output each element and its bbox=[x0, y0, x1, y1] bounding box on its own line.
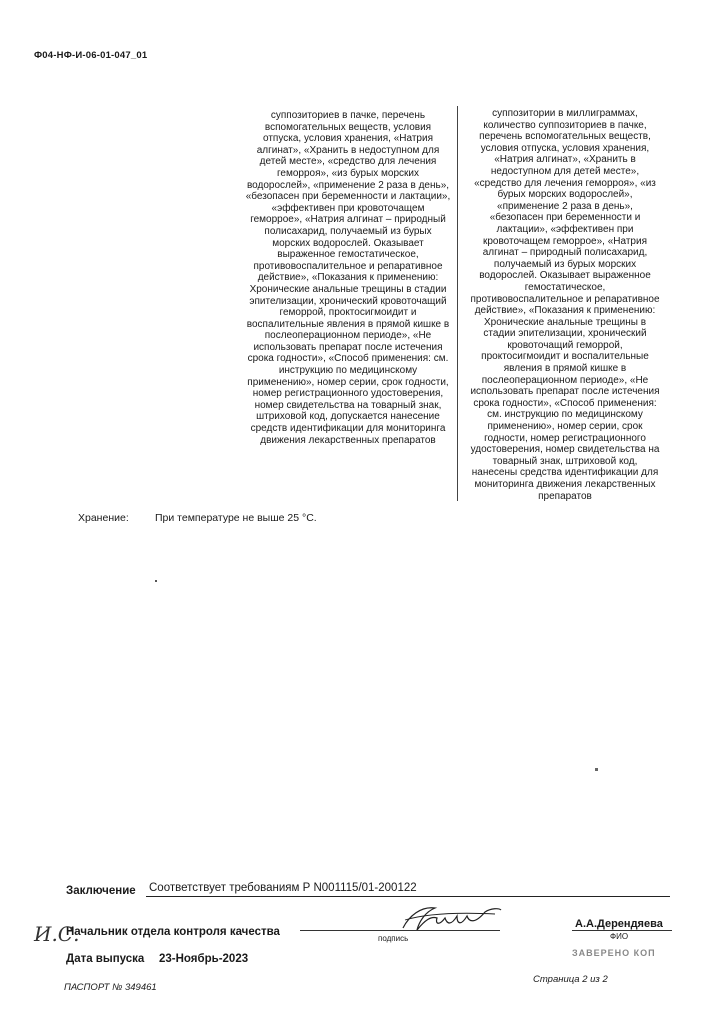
faint-stamp: ЗАВЕРЕНО КОП bbox=[572, 948, 656, 958]
conclusion-value: Соответствует требованиям Р N001115/01-200122 bbox=[149, 882, 417, 894]
text-line: эпителизации, хронический кровоточащий bbox=[249, 295, 447, 307]
text-line: количество суппозиториев в пачке, bbox=[483, 119, 647, 131]
scan-speck bbox=[595, 768, 598, 771]
fio-label: ФИО bbox=[610, 932, 629, 941]
text-line: «Натрия алгинат», «Хранить в bbox=[494, 154, 636, 166]
text-line: бурых морских водорослей», bbox=[497, 189, 633, 201]
text-line: «безопасен при беременности и bbox=[489, 212, 641, 224]
text-line: полисахарид, получаемый из бурых bbox=[264, 225, 432, 237]
text-line: средств идентификации для мониторинга bbox=[250, 423, 446, 435]
text-line: годности, номер регистрационного bbox=[484, 432, 646, 444]
signer-title: Начальник отдела контроля качества bbox=[66, 926, 280, 938]
text-line: применению», номер серии, срок годности, bbox=[247, 376, 449, 388]
text-line: получаемый из бурых морских bbox=[493, 258, 637, 270]
text-line: использовать препарат после истечения bbox=[470, 386, 660, 398]
text-line: «средство для лечения геморроя», «из bbox=[474, 177, 656, 189]
text-line: Хронические анальные трещины в стадии bbox=[249, 283, 447, 295]
conclusion-label: Заключение bbox=[66, 885, 136, 897]
storage-label: Хранение: bbox=[78, 512, 129, 524]
text-line: вспомогательных веществ, условия bbox=[264, 121, 432, 133]
text-line: номер регистрационного удостоверения, bbox=[252, 388, 444, 400]
text-line: перечень вспомогательных веществ, bbox=[479, 131, 651, 143]
text-line: отпуска, условия хранения, «Натрия bbox=[263, 133, 433, 145]
text-line: действие», «Показания к применению: bbox=[257, 272, 439, 284]
text-line: препаратов bbox=[538, 490, 592, 502]
text-line: водорослей. Оказывает выраженное bbox=[479, 270, 651, 282]
text-line: алгинат – природный полисахарид, bbox=[482, 247, 648, 259]
text-line: применению», номер серии, срок bbox=[487, 421, 643, 433]
text-line: номер свидетельства на товарный знак, bbox=[254, 399, 442, 411]
signature-image bbox=[395, 898, 505, 938]
text-line: суппозитории в миллиграммах, bbox=[492, 108, 638, 119]
conclusion-underline bbox=[146, 896, 670, 897]
text-line: воспалительные явления в прямой кишке в bbox=[246, 318, 450, 330]
handwritten-initials: И.С. bbox=[34, 922, 80, 946]
text-line: стадии эпителизации, хронический bbox=[483, 328, 647, 340]
text-line: геморрой, проктосигмоидит и bbox=[279, 307, 417, 319]
text-line: противовоспалительное и репаративное bbox=[253, 260, 443, 272]
right-column-text bbox=[458, 108, 672, 502]
text-line: кровоточащий геморрой, bbox=[507, 339, 623, 351]
text-line: гемостатическое, bbox=[524, 281, 606, 293]
text-line: «применение 2 раза в день», bbox=[497, 200, 633, 212]
left-column-text bbox=[232, 110, 464, 446]
text-line: удостоверения, номер свидетельства на bbox=[470, 444, 660, 456]
release-date-value: 23-Ноябрь-2023 bbox=[159, 953, 249, 965]
name-underline bbox=[572, 930, 672, 931]
text-line: условия отпуска, условия хранения, bbox=[480, 142, 650, 154]
text-line: явления в прямой кишке в bbox=[503, 363, 627, 375]
text-line: геморрое», «Натрия алгинат – природный bbox=[250, 214, 446, 226]
text-line: нанесены средства идентификации для bbox=[471, 467, 659, 479]
text-line: проктосигмоидит и воспалительные bbox=[481, 351, 649, 363]
document-code: Ф04-НФ-И-06-01-047_01 bbox=[34, 50, 148, 61]
passport-number: ПАСПОРТ № 349461 bbox=[64, 982, 157, 993]
text-line: действие», «Показания к применению: bbox=[474, 305, 656, 317]
signature-label: подпись bbox=[378, 934, 409, 943]
scan-speck bbox=[155, 580, 157, 582]
text-line: срока годности», «Способ применения: bbox=[473, 397, 657, 409]
text-line: «безопасен при беременности и лактации», bbox=[245, 191, 451, 203]
text-line: лактации», «эффективен при bbox=[496, 223, 634, 235]
text-line: движения лекарственных препаратов bbox=[260, 434, 436, 446]
text-line: мониторинга движения лекарственных bbox=[474, 479, 656, 490]
text-line: Хронические анальные трещины в bbox=[483, 316, 647, 328]
release-date-label: Дата выпуска bbox=[66, 953, 145, 965]
signature-line bbox=[300, 930, 500, 931]
page-number: Страница 2 из 2 bbox=[533, 974, 608, 985]
text-line: штриховой код, допускается нанесение bbox=[256, 411, 440, 423]
text-line: «эффективен при кровоточащем bbox=[271, 202, 425, 214]
text-line: товарный знак, штриховой код, bbox=[492, 455, 638, 467]
storage-value: При температуре не выше 25 °С. bbox=[155, 512, 317, 524]
text-line: алгинат», «Хранить в недоступном для bbox=[256, 144, 440, 156]
text-line: см. инструкцию по медицинскому bbox=[487, 409, 643, 421]
text-line: противовоспалительное и репаративное bbox=[470, 293, 660, 305]
text-line: срока годности», «Способ применения: см. bbox=[247, 353, 449, 365]
text-line: использовать препарат после истечения bbox=[253, 341, 443, 353]
text-line: инструкцию по медицинскому bbox=[278, 365, 418, 377]
text-line: послеоперационном периоде», «Не bbox=[264, 330, 432, 342]
signer-name: А.А.Дерендяева bbox=[575, 918, 663, 930]
text-line: кровоточащем геморрое», «Натрия bbox=[482, 235, 647, 247]
text-line: водорослей», «применение 2 раза в день», bbox=[246, 179, 450, 191]
text-line: геморроя», «из бурых морских bbox=[276, 167, 420, 179]
text-line: суппозиториев в пачке, перечень bbox=[270, 110, 426, 121]
text-line: детей месте», «средство для лечения bbox=[259, 156, 437, 168]
text-line: морских водорослей. Оказывает bbox=[272, 237, 424, 249]
text-line: послеоперационном периоде», «Не bbox=[481, 374, 649, 386]
text-line: недоступном для детей месте», bbox=[490, 165, 640, 177]
text-line: выраженное гемостатическое, bbox=[277, 249, 419, 261]
